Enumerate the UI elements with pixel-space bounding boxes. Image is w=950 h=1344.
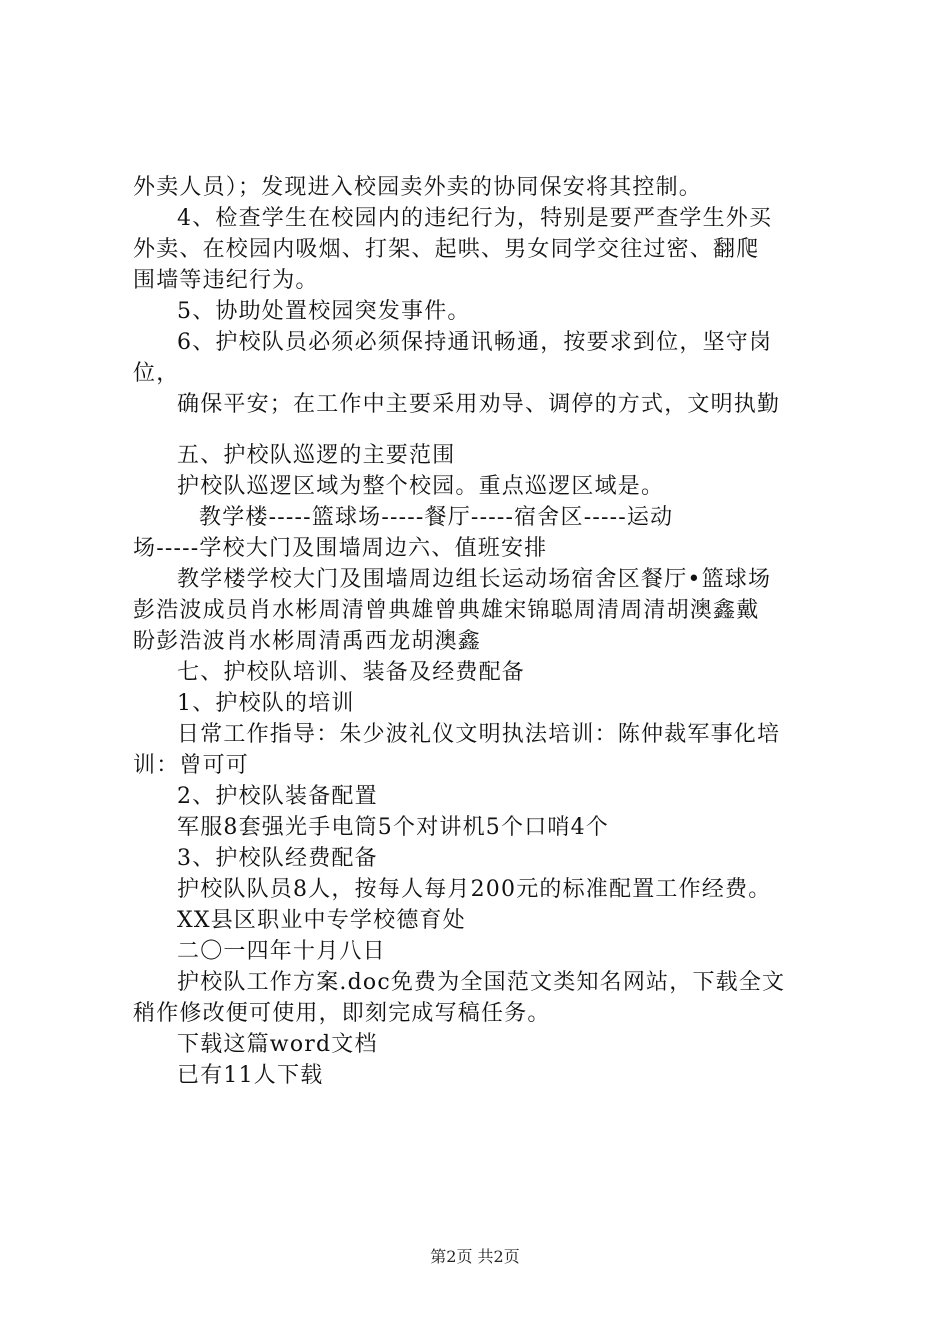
text-line: 外卖、在校园内吸烟、打架、起哄、男女同学交往过密、翻爬	[133, 237, 760, 262]
text-line: 4、检查学生在校园内的违纪行为，特别是要严查学生外买	[177, 206, 773, 231]
paragraph-gap	[133, 420, 833, 440]
text-line: 2、护校队装备配置	[177, 784, 378, 809]
text-line: 盼彭浩波肖水彬周清禹西龙胡澳鑫	[133, 629, 482, 654]
text-line: 护校队巡逻区域为整个校园。重点巡逻区域是。	[177, 474, 665, 499]
text-line: 教学楼-----篮球场-----餐厅-----宿舍区-----运动	[199, 505, 674, 530]
text-line: 3、护校队经费配备	[177, 846, 378, 871]
text-line: 场-----学校大门及围墙周边六、值班安排	[133, 536, 548, 561]
page-footer: 第2页 共2页	[430, 1247, 520, 1266]
text-line: 围墙等违纪行为。	[133, 268, 319, 293]
text-line: 护校队工作方案.doc免费为全国范文类知名网站，下载全文	[177, 970, 786, 995]
text-line: 5、协助处置校园突发事件。	[177, 299, 471, 324]
text-line: 外卖人员）；发现进入校园卖外卖的协同保安将其控制。	[133, 175, 703, 200]
text-line: 日常工作指导：朱少波礼仪文明执法培训：陈仲裁军事化培	[177, 722, 781, 747]
text-line: 稍作修改便可使用，即刻完成写稿任务。	[133, 1001, 551, 1026]
text-line: 军服8套强光手电筒5个对讲机5个口哨4个	[177, 815, 609, 840]
text-line: 1、护校队的培训	[177, 691, 355, 716]
text-line: 位，	[133, 361, 180, 386]
text-line: 教学楼学校大门及围墙周边组长运动场宿舍区餐厅•篮球场	[177, 567, 772, 592]
text-line: 二〇一四年十月八日	[177, 939, 386, 964]
download-count: 已有11人下载	[177, 1063, 324, 1088]
text-line: 护校队队员8人，按每人每月200元的标准配置工作经费。	[177, 877, 772, 902]
section-heading: 七、护校队培训、装备及经费配备	[177, 660, 526, 685]
section-heading: 五、护校队巡逻的主要范围	[177, 443, 456, 468]
text-line: 确保平安；在工作中主要采用劝导、调停的方式，文明执勤	[177, 392, 781, 417]
download-link[interactable]: 下载这篇word文档	[177, 1032, 378, 1057]
text-line: 训：曾可可	[133, 753, 250, 778]
text-line: 彭浩波成员肖水彬周清曾典雄曾典雄宋锦聪周清周清胡澳鑫戴	[133, 598, 760, 623]
document-body	[133, 172, 833, 1091]
text-line: 6、护校队员必须必须保持通讯畅通，按要求到位，坚守岗	[177, 330, 773, 355]
text-line: XX县区职业中专学校德育处	[177, 908, 466, 933]
